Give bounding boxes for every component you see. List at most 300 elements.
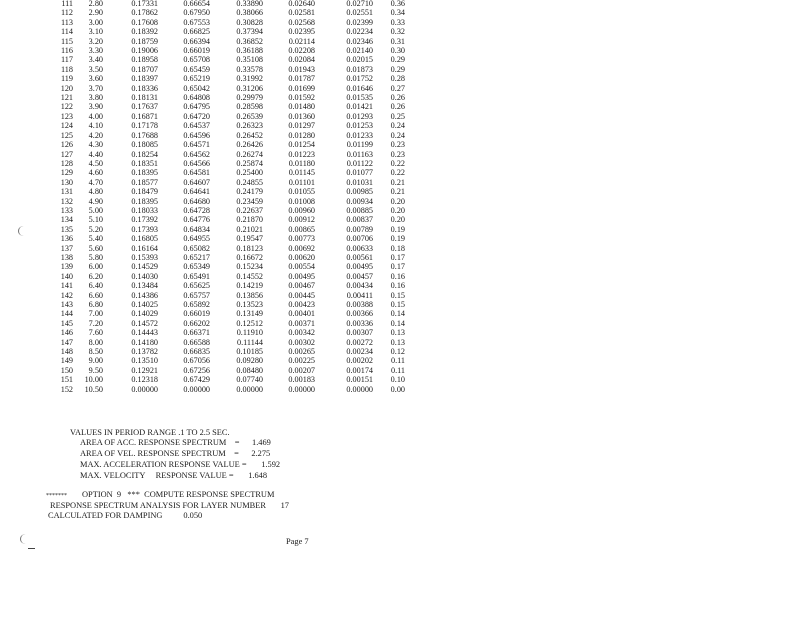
table-cell: 0.16672 [236, 252, 263, 262]
table-cell: 0.25400 [236, 168, 263, 178]
table-cell: 0.00000 [288, 384, 315, 394]
table-cell: 9.00 [88, 356, 103, 366]
spectrum-table [52, 0, 405, 394]
table-cell: 145 [60, 318, 73, 328]
table-cell: 0.13856 [236, 290, 263, 300]
table-cell: 0.66835 [183, 347, 210, 357]
table-row [52, 319, 405, 328]
table-cell: 0.65625 [183, 281, 210, 291]
table-cell: 0.00388 [346, 300, 373, 309]
table-cell: 0.00837 [346, 215, 373, 225]
table-cell: 0.64728 [183, 205, 210, 215]
table-cell: 0.12921 [131, 365, 158, 375]
table-cell: 0.17688 [131, 130, 158, 140]
table-cell: 0.31 [390, 36, 405, 46]
table-cell: 0.26539 [236, 111, 263, 121]
table-row [52, 253, 405, 262]
table-cell: 139 [60, 262, 73, 272]
table-cell: 0.14180 [131, 337, 158, 347]
table-cell: 3.50 [88, 64, 103, 74]
table-cell: 0.19006 [131, 46, 158, 56]
table-cell: 0.66654 [183, 0, 210, 8]
table-cell: 0.26426 [236, 140, 263, 150]
table-cell: 6.40 [88, 281, 103, 291]
table-cell: 4.80 [88, 187, 103, 197]
table-row [52, 281, 405, 290]
table-row [52, 121, 405, 130]
table-cell: 0.00000 [183, 384, 210, 394]
vel-area-text: AREA OF VEL. RESPONSE SPECTRUM = 2.275 [80, 449, 271, 458]
table-cell: 0.33890 [236, 0, 263, 8]
table-cell: 0.15234 [236, 262, 263, 272]
table-cell: 0.37394 [236, 27, 263, 37]
table-cell: 0.00445 [288, 290, 315, 300]
table-cell: 0.00225 [288, 356, 315, 366]
table-cell: 0.23459 [236, 196, 263, 206]
table-row [52, 27, 405, 36]
table-cell: 0.20 [390, 215, 405, 225]
table-cell: 0.14 [390, 318, 405, 328]
table-row [52, 178, 405, 187]
table-cell: 0.35108 [236, 55, 263, 65]
table-cell: 0.33 [390, 17, 405, 27]
table-cell: 0.01787 [288, 74, 315, 84]
table-cell: 0.00620 [288, 252, 315, 262]
table-cell: 115 [61, 36, 73, 46]
table-cell: 0.64955 [183, 234, 210, 244]
table-row [52, 197, 405, 206]
hole-punch-mark-lower [20, 534, 31, 544]
table-row [52, 112, 405, 121]
table-cell: 135 [60, 224, 73, 234]
table-cell: 152 [60, 384, 73, 394]
table-row [52, 328, 405, 337]
table-cell: 112 [61, 8, 73, 18]
table-cell: 0.14030 [131, 271, 158, 281]
table-cell: 0.34 [390, 8, 405, 18]
table-cell: 5.00 [88, 205, 103, 215]
table-cell: 0.17 [390, 262, 405, 272]
table-cell: 0.01253 [346, 121, 373, 131]
max-acc-text: MAX. ACCELERATION RESPONSE VALUE = 1.592 [80, 460, 281, 469]
table-cell: 0.14529 [131, 262, 158, 272]
table-cell: 0.24855 [236, 177, 263, 187]
table-cell: 6.20 [88, 271, 103, 281]
table-cell: 114 [61, 27, 73, 37]
scan-mark [28, 548, 35, 549]
table-cell: 0.14219 [236, 281, 263, 291]
table-cell: 0.01752 [346, 74, 373, 84]
table-cell: 121 [60, 93, 73, 103]
table-cell: 0.20 [390, 196, 405, 206]
table-cell: 0.36852 [236, 36, 263, 46]
table-row [52, 187, 405, 196]
table-cell: 0.36 [390, 0, 405, 8]
table-cell: 0.18392 [131, 27, 158, 37]
table-cell: 151 [60, 375, 73, 385]
table-cell: 0.24179 [236, 187, 263, 197]
table-cell: 0.65042 [183, 83, 210, 93]
table-cell: 0.18351 [131, 158, 158, 168]
table-row [52, 385, 405, 394]
table-cell: 0.01297 [288, 121, 315, 131]
table-row [52, 375, 405, 384]
table-cell: 3.60 [88, 74, 103, 84]
table-cell: 3.70 [88, 83, 103, 93]
option-heading: OPTION 9 *** COMPUTE RESPONSE SPECTRUM [82, 490, 275, 499]
table-cell: 148 [60, 347, 73, 357]
table-cell: 0.13484 [131, 281, 158, 291]
table-cell: 147 [60, 337, 73, 347]
table-cell: 0.01163 [346, 149, 373, 159]
table-cell: 0.00692 [288, 243, 315, 253]
table-cell: 8.50 [88, 347, 103, 357]
table-cell: 0.26323 [236, 121, 263, 131]
table-cell: 0.07740 [236, 375, 263, 385]
table-cell: 0.65349 [183, 262, 210, 272]
table-cell: 146 [60, 328, 73, 338]
table-cell: 0.17331 [131, 0, 158, 8]
table-cell: 5.40 [88, 234, 103, 244]
table-cell: 0.26 [390, 102, 405, 112]
table-cell: 0.02234 [346, 27, 373, 37]
table-cell: 0.02710 [346, 0, 373, 8]
table-cell: 10.50 [84, 384, 103, 394]
table-cell: 0.00985 [346, 187, 373, 197]
table-cell: 0.01293 [346, 111, 373, 121]
table-cell: 127 [60, 149, 73, 159]
table-cell: 0.18 [390, 243, 405, 253]
table-row [52, 300, 405, 309]
table-cell: 0.65757 [183, 290, 210, 300]
table-cell: 6.60 [88, 290, 103, 300]
table-cell: 0.64566 [183, 158, 210, 168]
table-row [52, 338, 405, 347]
table-cell: 0.18254 [131, 149, 158, 159]
table-cell: 0.01008 [288, 196, 315, 206]
table-row [52, 84, 405, 93]
table-cell: 0.13510 [131, 356, 158, 366]
table-cell: 3.40 [88, 55, 103, 65]
table-cell: 0.26 [390, 93, 405, 103]
table-cell: 0.19 [390, 234, 405, 244]
table-cell: 0.00934 [346, 196, 373, 206]
table-cell: 0.01254 [288, 140, 315, 150]
table-cell: 0.30828 [236, 17, 263, 27]
hole-punch-mark [18, 226, 29, 236]
table-cell: 0.66394 [183, 36, 210, 46]
table-cell: 141 [60, 281, 73, 291]
table-cell: 0.31206 [236, 83, 263, 93]
table-cell: 143 [60, 300, 73, 309]
table-cell: 0.01421 [346, 102, 373, 112]
table-cell: 0.02084 [288, 55, 315, 65]
table-cell: 0.00371 [288, 318, 315, 328]
table-cell: 0.10 [390, 375, 405, 385]
table-cell: 0.65217 [183, 252, 210, 262]
table-cell: 0.18123 [236, 243, 263, 253]
table-cell: 0.18397 [131, 74, 158, 84]
table-cell: 0.21021 [236, 224, 263, 234]
max-vel-text: MAX. VELOCITY RESPONSE VALUE = 1.648 [80, 471, 268, 480]
table-cell: 0.64720 [183, 111, 210, 121]
table-row [52, 215, 405, 224]
table-cell: 0.28598 [236, 102, 263, 112]
table-cell: 0.29 [390, 55, 405, 65]
table-cell: 0.18395 [131, 196, 158, 206]
table-cell: 0.10185 [236, 347, 263, 357]
table-row [52, 244, 405, 253]
table-cell: 9.50 [88, 365, 103, 375]
table-cell: 0.01646 [346, 83, 373, 93]
table-cell: 0.21870 [236, 215, 263, 225]
table-cell: 0.00457 [346, 271, 373, 281]
table-cell: 7.20 [88, 318, 103, 328]
table-cell: 0.23 [390, 140, 405, 150]
table-cell: 0.17 [390, 252, 405, 262]
table-cell: 0.01280 [288, 130, 315, 140]
table-cell: 7.60 [88, 328, 103, 338]
table-cell: 0.14552 [236, 271, 263, 281]
table-row [52, 102, 405, 111]
table-cell: 0.64537 [183, 121, 210, 131]
table-cell: 0.01873 [346, 64, 373, 74]
table-cell: 0.18759 [131, 36, 158, 46]
table-cell: 137 [60, 243, 73, 253]
table-cell: 3.90 [88, 102, 103, 112]
table-cell: 0.00342 [288, 328, 315, 338]
table-cell: 0.11144 [236, 337, 263, 347]
table-cell: 0.17393 [131, 224, 158, 234]
table-cell: 0.66019 [183, 46, 210, 56]
table-cell: 0.64571 [183, 140, 210, 150]
table-cell: 0.02399 [346, 17, 373, 27]
table-cell: 130 [60, 177, 73, 187]
table-cell: 0.23 [390, 149, 405, 159]
table-cell: 0.00865 [288, 224, 315, 234]
table-cell: 0.38066 [236, 8, 263, 18]
table-cell: 0.64562 [183, 149, 210, 159]
table-cell: 0.24 [390, 121, 405, 131]
table-row [52, 46, 405, 55]
table-cell: 0.16 [390, 271, 405, 281]
table-cell: 0.00633 [346, 243, 373, 253]
table-cell: 0.31992 [236, 74, 263, 84]
table-cell: 0.00272 [346, 337, 373, 347]
table-cell: 0.25 [390, 111, 405, 121]
table-cell: 0.64607 [183, 177, 210, 187]
table-cell: 0.14 [390, 309, 405, 319]
table-cell: 129 [60, 168, 73, 178]
table-cell: 150 [60, 365, 73, 375]
table-cell: 0.00234 [346, 347, 373, 357]
table-cell: 0.66371 [183, 328, 210, 338]
table-cell: 0.02640 [288, 0, 315, 8]
table-cell: 0.01145 [288, 168, 315, 178]
table-cell: 125 [60, 130, 73, 140]
table-cell: 0.00000 [131, 384, 158, 394]
table-cell: 0.30 [390, 46, 405, 56]
table-row [52, 225, 405, 234]
table-row [52, 206, 405, 215]
table-cell: 0.17178 [131, 121, 158, 131]
table-cell: 0.67950 [183, 8, 210, 18]
table-row [52, 366, 405, 375]
table-cell: 0.16 [390, 281, 405, 291]
table-cell: 134 [60, 215, 73, 225]
table-cell: 0.01180 [288, 158, 315, 168]
table-cell: 0.18085 [131, 140, 158, 150]
table-cell: 0.01592 [288, 93, 315, 103]
table-cell: 140 [60, 271, 73, 281]
table-cell: 0.01699 [288, 83, 315, 93]
table-cell: 0.65892 [183, 300, 210, 309]
table-cell: 133 [60, 205, 73, 215]
table-cell: 0.32 [390, 27, 405, 37]
table-cell: 0.24 [390, 130, 405, 140]
table-cell: 0.00495 [288, 271, 315, 281]
table-cell: 0.16805 [131, 234, 158, 244]
table-cell: 0.00207 [288, 365, 315, 375]
table-cell: 0.14386 [131, 290, 158, 300]
table-cell: 118 [61, 64, 73, 74]
table-cell: 0.02346 [346, 36, 373, 46]
table-cell: 0.12 [390, 347, 405, 357]
table-cell: 0.11 [390, 365, 405, 375]
acc-area-text: AREA OF ACC. RESPONSE SPECTRUM = 1.469 [80, 438, 271, 447]
table-cell: 0.12318 [131, 375, 158, 385]
table-cell: 0.18958 [131, 55, 158, 65]
table-cell: 0.00401 [288, 309, 315, 319]
table-cell: 0.01031 [346, 177, 373, 187]
table-cell: 0.00174 [346, 365, 373, 375]
table-cell: 0.02140 [346, 46, 373, 56]
table-cell: 0.64680 [183, 196, 210, 206]
table-row [52, 356, 405, 365]
table-cell: 0.01055 [288, 187, 315, 197]
table-cell: 117 [61, 55, 73, 65]
table-cell: 8.00 [88, 337, 103, 347]
table-row [52, 55, 405, 64]
table-row [52, 131, 405, 140]
table-cell: 0.64795 [183, 102, 210, 112]
table-cell: 2.80 [88, 0, 103, 8]
table-cell: 0.65219 [183, 74, 210, 84]
damping-text: CALCULATED FOR DAMPING 0.050 [48, 511, 203, 520]
table-cell: 0.17862 [131, 8, 158, 18]
table-cell: 5.80 [88, 252, 103, 262]
table-cell: 131 [60, 187, 73, 197]
table-cell: 0.01223 [288, 149, 315, 159]
table-cell: 0.00366 [346, 309, 373, 319]
table-cell: 4.70 [88, 177, 103, 187]
table-row [52, 65, 405, 74]
table-cell: 0.02395 [288, 27, 315, 37]
table-cell: 3.20 [88, 36, 103, 46]
table-cell: 3.80 [88, 93, 103, 103]
table-cell: 123 [60, 111, 73, 121]
table-cell: 0.18395 [131, 168, 158, 178]
table-cell: 0.09280 [236, 356, 263, 366]
table-cell: 0.36188 [236, 46, 263, 56]
table-cell: 5.20 [88, 224, 103, 234]
table-cell: 0.17608 [131, 17, 158, 27]
table-cell: 4.00 [88, 111, 103, 121]
table-cell: 116 [61, 46, 73, 56]
table-cell: 0.16164 [131, 243, 158, 253]
table-cell: 4.20 [88, 130, 103, 140]
table-cell: 0.66202 [183, 318, 210, 328]
table-cell: 0.14572 [131, 318, 158, 328]
table-row [52, 74, 405, 83]
table-cell: 0.17637 [131, 102, 158, 112]
table-cell: 0.15393 [131, 252, 158, 262]
table-cell: 0.19547 [236, 234, 263, 244]
table-cell: 0.18131 [131, 93, 158, 103]
table-cell: 149 [60, 356, 73, 366]
table-cell: 0.26274 [236, 149, 263, 159]
table-cell: 3.00 [88, 17, 103, 27]
table-cell: 0.65491 [183, 271, 210, 281]
table-cell: 0.21 [390, 177, 405, 187]
table-cell: 0.18336 [131, 83, 158, 93]
table-cell: 0.18707 [131, 64, 158, 74]
table-cell: 113 [61, 17, 73, 27]
table-cell: 0.00423 [288, 300, 315, 309]
table-cell: 126 [60, 140, 73, 150]
table-cell: 0.00183 [288, 375, 315, 385]
table-cell: 0.64808 [183, 93, 210, 103]
table-cell: 0.25874 [236, 158, 263, 168]
table-cell: 0.67553 [183, 17, 210, 27]
table-row [52, 150, 405, 159]
table-cell: 132 [60, 196, 73, 206]
table-cell: 0.12512 [236, 318, 263, 328]
table-cell: 0.33578 [236, 64, 263, 74]
table-cell: 142 [60, 290, 73, 300]
table-cell: 0.11910 [236, 328, 263, 338]
table-cell: 0.00000 [236, 384, 263, 394]
table-cell: 0.00467 [288, 281, 315, 291]
table-cell: 0.27 [390, 83, 405, 93]
table-cell: 0.64596 [183, 130, 210, 140]
table-cell: 0.15 [390, 290, 405, 300]
table-cell: 0.21 [390, 187, 405, 197]
table-cell: 0.00561 [346, 252, 373, 262]
table-cell: 0.65459 [183, 64, 210, 74]
table-cell: 138 [60, 252, 73, 262]
table-cell: 0.00000 [346, 384, 373, 394]
table-cell: 0.01360 [288, 111, 315, 121]
table-row [52, 291, 405, 300]
table-cell: 0.66588 [183, 337, 210, 347]
table-row [52, 262, 405, 271]
table-cell: 0.13 [390, 328, 405, 338]
table-row [52, 37, 405, 46]
table-cell: 0.22 [390, 168, 405, 178]
table-row [52, 347, 405, 356]
table-cell: 10.00 [84, 375, 103, 385]
table-cell: 0.00960 [288, 205, 315, 215]
table-cell: 128 [60, 158, 73, 168]
table-cell: 0.01535 [346, 93, 373, 103]
table-cell: 0.18033 [131, 205, 158, 215]
table-cell: 4.90 [88, 196, 103, 206]
table-cell: 0.19 [390, 224, 405, 234]
table-cell: 0.22 [390, 158, 405, 168]
table-row [52, 168, 405, 177]
table-cell: 0.02015 [346, 55, 373, 65]
